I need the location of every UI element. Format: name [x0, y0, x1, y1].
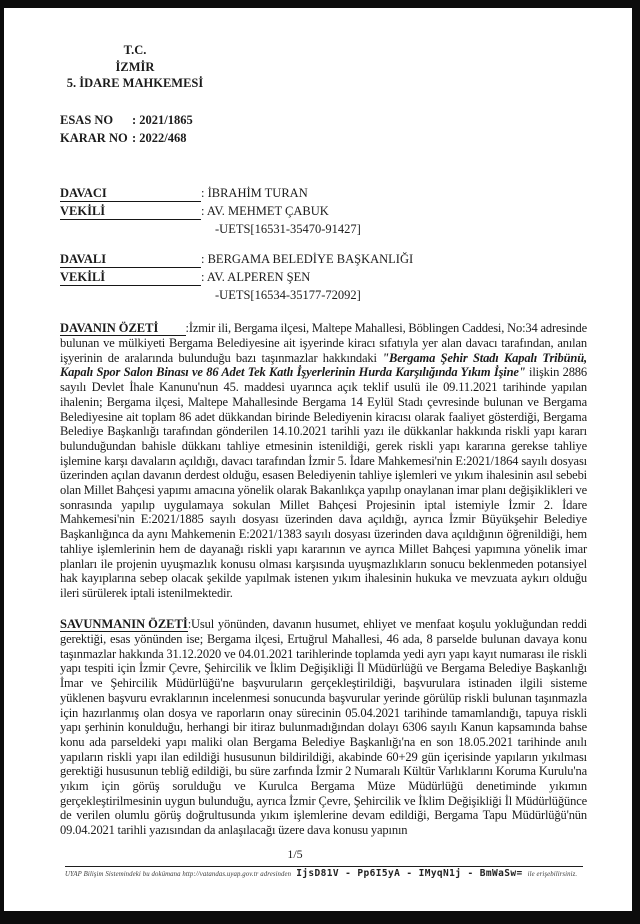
case-summary-text-rest: ilişkin 2886 sayılı Devlet İhale Kanunu'nun 45. maddesi uyarınca açık teklif usulü ile 09.11.2021 tarihinde yapılan ihalenin; Bergama ilçesi, Maltepe Mahallesinde Bergama 14 Eylül Stadı çevresinde bulunan ve Bergama Belediyesine ait toplam 86 adet dükkandan birinde Belediyenin kiracısı olarak faaliyet gösterdiği, Bergama Belediye Başkanlığı tarafından gönderilen 14.10.2021 tarihli yazı ile dükkanlar hakkında riskli yapı kararı bulunduğundan bahisle dükkanı tahliye etmesinin istenildiği, gerek riskli yapı kararına gerekse tahliye işlemine karşı davaların açıldığı, davacı tarafından İzmir 5. İdare Mahkemesi'nin E:2021/1864 sayılı dosyası üzerinden açılan davanın derdest olduğu, esasen Belediyenin tahliye işlemleri ve yıkım ihalesinin asıl sebebi olan Millet Bahçesi yapımı amacına yönelik olarak Bakanlıkça yapılıp onaylanan imar planı değişiklikleri ve sonrasında yapılıp uygulamaya sokulan Millet Bahçesi Projesinin iptal istemiyle İzmir 2. İdare Mahkemesi'nin E:2021/1885 sayılı dosyası üzerinden dava açıldığı, ayrıca İzmir Büyükşehir Belediye Başkanlığınca da aynı Mahkemenin E:2021/1383 sayılı dosyası üzerinden dava açıldığının öğrenildiği, hem tahliye işlemlerinin hem de dayanağı riskli yapı kararının ve ayrıca Millet Bahçesi yapımına yönelik imar planları ile projenin uyuşmazlık konusu olması karşısında uyuşmazlıkların sonucu beklenmeden potansiyel hak kayıplarına sebep olacak şekilde yapılmak istenen yıkım ihalesinin hukuka ve mevzuata aykırı olduğu ileri sürülerek iptali istenilmektedir. [60, 365, 587, 600]
case-numbers-block [60, 112, 193, 147]
karar-no-label: KARAR NO [60, 130, 128, 145]
header-country: T.C. [123, 43, 147, 57]
document-page [4, 8, 632, 911]
case-summary-colon: : [185, 321, 189, 335]
header-court-name: 5. İDARE MAHKEMESİ [66, 76, 204, 90]
tender-name-quote: "Bergama Şehir Stadı Kapalı Tribünü, Kapalı Spor Salon Binası ve 86 Adet Tek Katlı İşyerlerinin Hurda Karşılığında Yıkım İşine" [60, 350, 587, 380]
uyap-access-code: IjsD81V - Pp6I5yA - IMyqN1j - BmWaSw= [296, 868, 523, 879]
esas-no-label: ESAS NO [60, 113, 114, 127]
header-city: İZMİR [115, 59, 155, 74]
defendant-attorney-uets-note: -UETS[16534-35177-72092] [215, 288, 361, 302]
uyap-access-footer [65, 868, 605, 879]
defense-summary-colon: : [187, 617, 192, 631]
plaintiff-name: : İBRAHİM TURAN [201, 186, 308, 200]
defendant-attorney-name: : AV. ALPEREN ŞEN [201, 270, 311, 284]
parties-block [60, 184, 413, 316]
page-number: 1/5 [287, 847, 303, 861]
case-summary-label: DAVANIN ÖZETİ [60, 322, 186, 336]
defense-summary-paragraph [60, 617, 587, 838]
plaintiff-attorney-uets-note: -UETS[16531-35470-91427] [215, 222, 361, 236]
plaintiff-label: DAVACI [60, 186, 201, 202]
defendant-name: : BERGAMA BELEDİYE BAŞKANLIĞI [201, 252, 414, 266]
court-header [60, 42, 210, 92]
plaintiff-attorney-row [60, 202, 413, 220]
defense-summary-label: SAVUNMANIN ÖZETİ [60, 617, 188, 631]
uyap-access-prefix: UYAP Bilişim Sistemindeki bu dokümana http://vatandas.uyap.gov.tr adresinden [65, 871, 292, 878]
plaintiff-group [60, 184, 413, 238]
case-summary-paragraph [60, 321, 587, 601]
plaintiff-attorney-label: VEKİLİ [60, 204, 201, 220]
defendant-attorney-row [60, 268, 413, 286]
plaintiff-row [60, 184, 413, 202]
karar-no-row [60, 130, 193, 148]
defendant-row [60, 250, 413, 268]
uyap-access-suffix: ile erişebilirsiniz. [527, 871, 578, 878]
karar-no-value: : 2022/468 [132, 130, 187, 145]
defendant-group [60, 250, 413, 304]
esas-no-value: : 2021/1865 [132, 113, 193, 127]
defense-summary-text: Usul yönünden, davanın husumet, ehliyet ve menfaat koşulu yokluğundan reddi gerektiği, esas yönünden ise; Bergama ilçesi, Ertuğrul Mahallesi, 46 ada, 8 parselde bulunan davaya konu taşınmazlar hakkında 31.12.2020 ve 04.01.2021 tarihlerinde toplamda yedi ayrı yapı kayıt numarası ile riskli yapı tespiti için İzmir Çevre, Şehircilik ve İklim Değişikliği İl Müdürlüğü ve Bergama Belediye Başkanlığı İmar ve Şehircilik Müdürlüğü'ne başvuruların gerçekleştirildiği, başvurulara istinaden ilgili sisteme yüklenen başvuru evraklarının incelenmesi sonucunda başvurular yerinde görülüp riskli bulunan taşınmazla için hazırlanmış olan dosya ve raporların onay sürecinin 05.04.2021 tarihinde tamamlandığı, tapuya riskli yapı şerhinin konulduğu, herhangi bir itiraz bulunmadığından dolayı 6306 sayılı Kanun kapsamında bahse konu ada parseldeki yapı maliki olan Bergama Belediye Başkanlığı'na en son 18.05.2021 tarihinde anılı yapıların riskli yapı ilan edildiği hususunun bildirildiği, akabinde 60+29 gün içerisinde yapıların yıkılması gerektiği hususunun tebliğ edildiği, bu süre zarfında İzmir 2 Numaralı Kültür Varlıklarını Koruma Kurulu'na yıkım için görüş sorulduğu ve Kurulca Bergama Müze Müdürlüğü denetiminde yıkımın gerçekleştirilmesinin uygun bulunduğu, ayrıca İzmir Çevre, Şehircilik ve İklim Değişikliği İl Müdürlüğünce de verilen olumlu görüş doğrultusunda yıkım işlemlerine devam edildiği, Bergama Tapu Müdürlüğü'nün 09.04.2021 tarihli yazısından da anlaşılacağı üzere dava konusu yapının [60, 617, 587, 838]
defendant-attorney-label: VEKİLİ [60, 270, 201, 286]
defendant-label: DAVALI [60, 252, 201, 268]
footer-divider [65, 866, 583, 867]
plaintiff-attorney-name: : AV. MEHMET ÇABUK [201, 204, 329, 218]
case-summary-text-intro: İzmir ili, Bergama ilçesi, Maltepe Mahallesi, Böblingen Caddesi, No:34 adresinde bulunan ve mülkiyeti Bergama Belediyesine ait işyerinde kiracı sıfatıyla yer alan davacı tarafından, anılan işyerinin de aralarında bulunduğu bazı taşınmazlar hakkındaki [60, 321, 587, 365]
esas-no-row [60, 112, 193, 130]
